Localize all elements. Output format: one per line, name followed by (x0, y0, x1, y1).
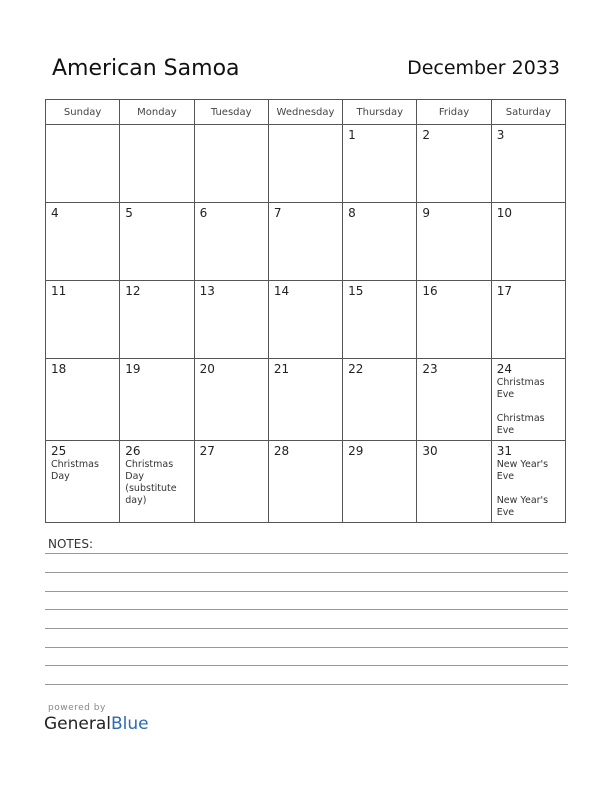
day-cell-empty (194, 125, 268, 203)
day-cell-1 (343, 125, 417, 203)
day-number: 7 (273, 206, 282, 220)
weekday-saturday: Saturday (491, 100, 565, 125)
weekday-friday: Friday (417, 100, 491, 125)
day-number: 11 (51, 284, 67, 298)
holiday-label: Christmas Eve (496, 377, 545, 400)
notes-line (45, 591, 568, 592)
day-number: 3 (496, 128, 505, 142)
day-number: 22 (348, 362, 364, 376)
day-cell-19 (120, 359, 194, 441)
day-cell-empty (120, 125, 194, 203)
day-cell-9 (417, 203, 491, 281)
holiday-label: Christmas Day (51, 459, 99, 482)
day-cell-empty (268, 125, 342, 203)
day-number: 17 (496, 284, 512, 298)
day-number: 24 (496, 362, 512, 376)
calendar-week-row (46, 359, 566, 441)
day-cell-15 (343, 281, 417, 359)
day-cell-23 (417, 359, 491, 441)
calendar-week-row (46, 125, 566, 203)
notes-line (45, 647, 568, 648)
day-cell-24 (491, 359, 565, 441)
calendar-grid (45, 99, 566, 523)
day-cell-5 (120, 203, 194, 281)
notes-line (45, 553, 568, 554)
day-cell-18 (46, 359, 120, 441)
day-cell-8 (343, 203, 417, 281)
day-cell-12 (120, 281, 194, 359)
calendar-week-row (46, 441, 566, 523)
day-number: 5 (125, 206, 133, 220)
day-cell-20 (194, 359, 268, 441)
day-cell-17 (491, 281, 565, 359)
day-cell-31 (491, 441, 565, 523)
day-number: 12 (125, 284, 141, 298)
holiday-label: New Year's Eve (496, 495, 549, 518)
weekday-wednesday: Wednesday (268, 100, 342, 125)
day-number: 21 (273, 362, 290, 376)
powered-by-text: powered by (48, 703, 106, 713)
calendar-week-row (46, 203, 566, 281)
calendar-week-row (46, 281, 566, 359)
brand-logo (44, 714, 149, 734)
notes-line (45, 572, 568, 573)
day-number: 6 (199, 206, 208, 220)
day-cell-21 (268, 359, 342, 441)
day-cell-16 (417, 281, 491, 359)
day-cell-2 (417, 125, 491, 203)
day-cell-empty (46, 125, 120, 203)
day-number: 23 (422, 362, 438, 376)
holiday-label: New Year's Eve (496, 459, 549, 482)
day-number: 26 (125, 444, 141, 458)
day-number: 10 (496, 206, 512, 220)
day-number: 19 (125, 362, 141, 376)
day-number: 9 (422, 206, 431, 220)
day-number: 15 (348, 284, 364, 298)
day-cell-22 (343, 359, 417, 441)
day-number: 8 (348, 206, 356, 220)
day-number: 4 (51, 206, 59, 220)
notes-line (45, 609, 568, 610)
day-number: 31 (496, 444, 512, 458)
day-number: 27 (199, 444, 215, 458)
weekday-header-row (46, 100, 566, 125)
brand-blue: Blue (111, 714, 149, 734)
holiday-label: Christmas Day (substitute day) (125, 459, 177, 506)
calendar-month-title: December 2033 (407, 57, 560, 79)
day-cell-11 (46, 281, 120, 359)
brand-general: General (44, 714, 111, 734)
day-number: 13 (199, 284, 215, 298)
day-cell-27 (194, 441, 268, 523)
weekday-tuesday: Tuesday (194, 100, 268, 125)
notes-line (45, 665, 568, 666)
day-cell-28 (268, 441, 342, 523)
weekday-monday: Monday (120, 100, 194, 125)
day-cell-13 (194, 281, 268, 359)
day-cell-4 (46, 203, 120, 281)
notes-line (45, 684, 568, 685)
notes-line (45, 628, 568, 629)
day-number: 29 (348, 444, 364, 458)
day-number: 18 (51, 362, 67, 376)
day-number: 20 (199, 362, 215, 376)
day-number: 2 (422, 128, 431, 142)
day-number: 14 (273, 284, 290, 298)
footer-branding (44, 703, 149, 734)
day-cell-30 (417, 441, 491, 523)
holiday-label: Christmas Eve (496, 413, 545, 436)
day-number: 1 (348, 128, 356, 142)
day-cell-26 (120, 441, 194, 523)
day-cell-10 (491, 203, 565, 281)
day-cell-7 (268, 203, 342, 281)
day-cell-29 (343, 441, 417, 523)
day-cell-25 (46, 441, 120, 523)
weekday-sunday: Sunday (46, 100, 120, 125)
calendar-country-title: American Samoa (52, 56, 240, 81)
day-number: 25 (51, 444, 67, 458)
day-cell-3 (491, 125, 565, 203)
day-number: 16 (422, 284, 438, 298)
day-number: 30 (422, 444, 438, 458)
day-number: 28 (273, 444, 290, 458)
day-cell-6 (194, 203, 268, 281)
notes-label: NOTES: (48, 537, 93, 551)
day-cell-14 (268, 281, 342, 359)
weekday-thursday: Thursday (343, 100, 417, 125)
